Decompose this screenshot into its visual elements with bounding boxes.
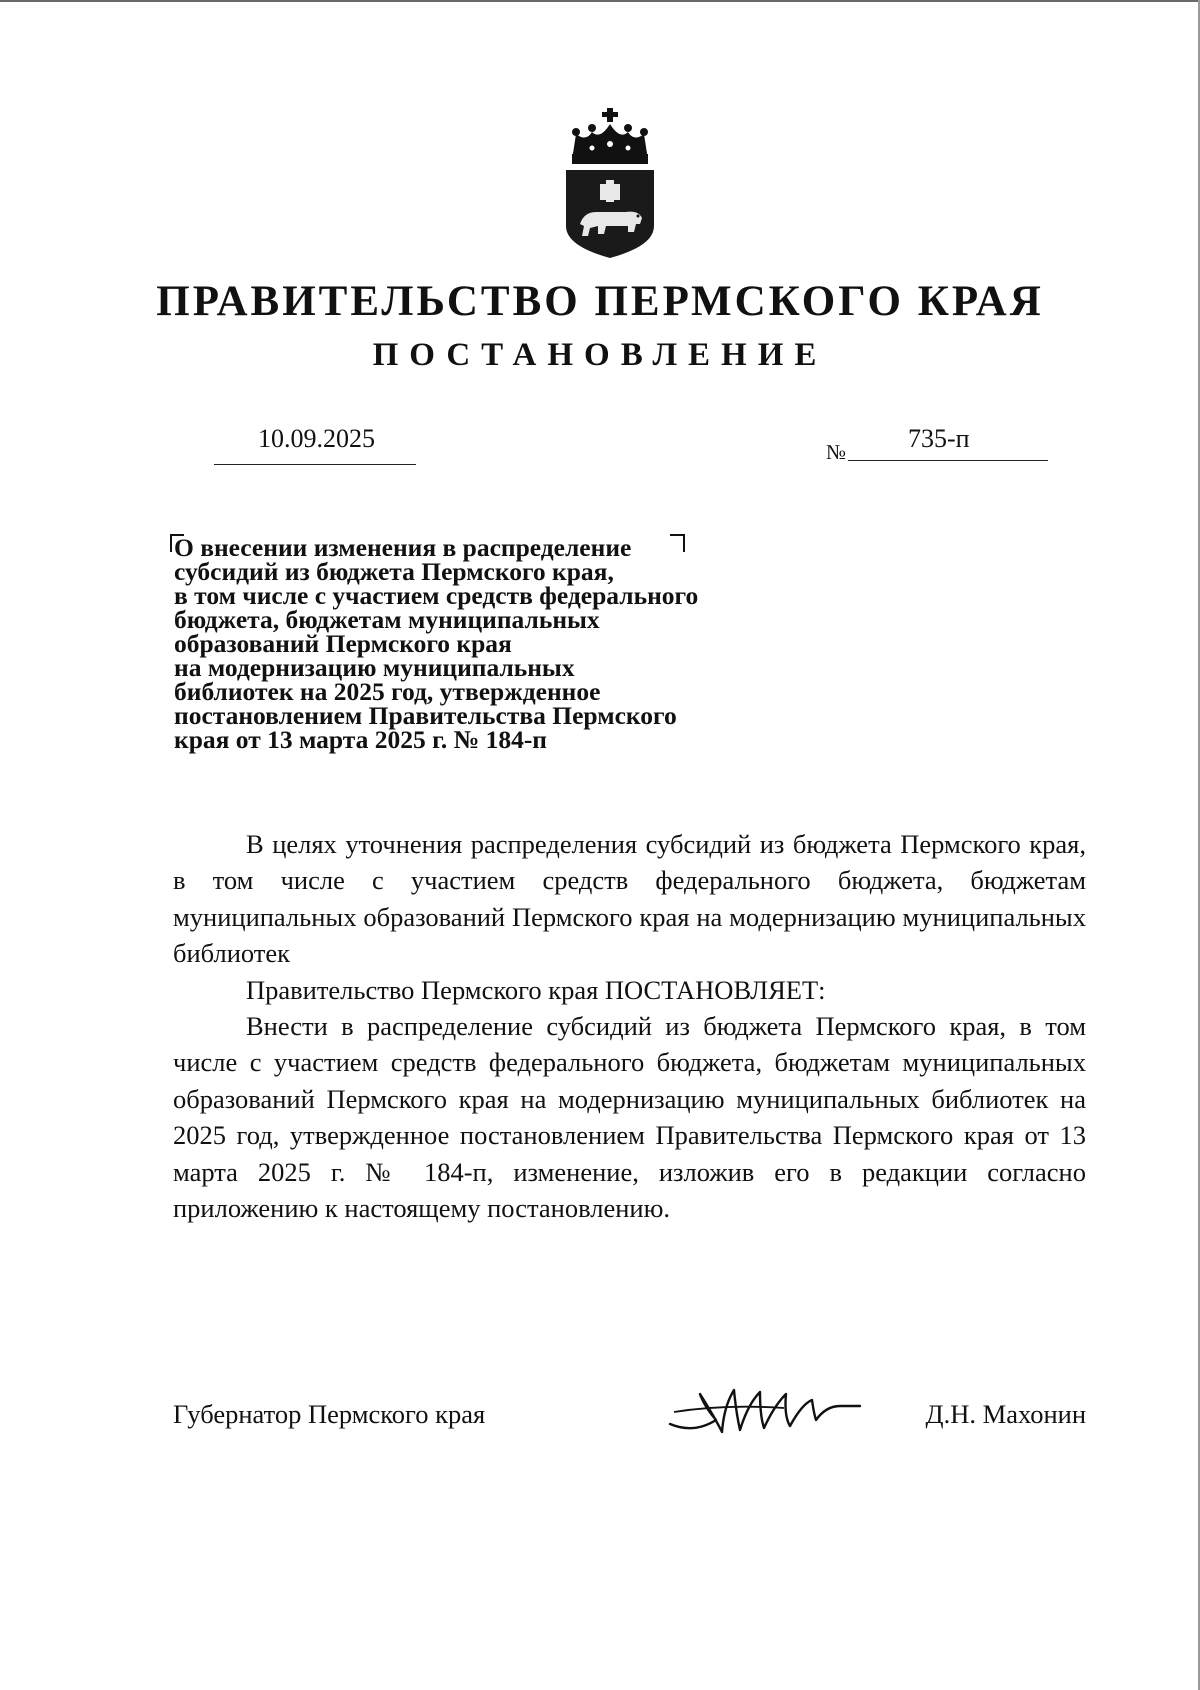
scan-top-edge: [0, 0, 1200, 2]
subject-line: образований Пермского края: [174, 629, 512, 658]
document-type: ПОСТАНОВЛЕНИЕ: [372, 337, 828, 373]
decree-subject: [174, 533, 794, 754]
number-field: [848, 426, 1048, 461]
decree-date: 10.09.2025: [258, 424, 375, 453]
subject-line: О внесении изменения в распределение: [174, 533, 632, 562]
subject-line: субсидий из бюджета Пермского края,: [174, 557, 614, 586]
decree-body: [173, 826, 1086, 1226]
subject-line: бюджета, бюджетам муниципальных: [174, 605, 600, 634]
subject-line: в том числе с участием средств федерального: [174, 581, 699, 610]
subject-line: на модернизацию муниципальных: [174, 653, 575, 682]
signer-title: Губернатор Пермского края: [173, 1399, 486, 1429]
decree-number: 735-п: [908, 424, 970, 453]
body-paragraph-preamble: В целях уточнения распределения субсидий из бюджета Пермского края, в том числе с участием средств федерального бюджета, бюджетам муниципальных образований Пермского края на модернизацию муниципальных библиотек: [173, 829, 1086, 969]
subject-line: края от 13 марта 2025 г. № 184-п: [174, 725, 547, 754]
body-paragraph-decision: Внести в распределение субсидий из бюджета Пермского края, в том числе с участием средств федерального бюджета, бюджетам муниципальных образований Пермского края на модернизацию муниципальных библиотек на 2025 год, утвержденное постановлением Правительства Пермского края от 13 марта 2025 г. № 184-п, изменение, изложив его в редакции согласно приложению к настоящему постановлению.: [173, 1011, 1086, 1224]
government-heading: ПРАВИТЕЛЬСТВО ПЕРМСКОГО КРАЯ: [156, 278, 1044, 325]
perm-krai-coat-of-arms-icon: [562, 108, 658, 260]
handwritten-signature: [664, 1376, 864, 1446]
date-field: [214, 420, 416, 465]
subject-line: библиотек на 2025 год, утвержденное: [174, 677, 601, 706]
number-sign: №: [826, 440, 847, 464]
body-paragraph-resolves: Правительство Пермского края ПОСТАНОВЛЯЕТ:: [246, 974, 826, 1005]
subject-line: постановлением Правительства Пермского: [174, 701, 677, 730]
signer-name: Д.Н. Махонин: [925, 1399, 1086, 1429]
